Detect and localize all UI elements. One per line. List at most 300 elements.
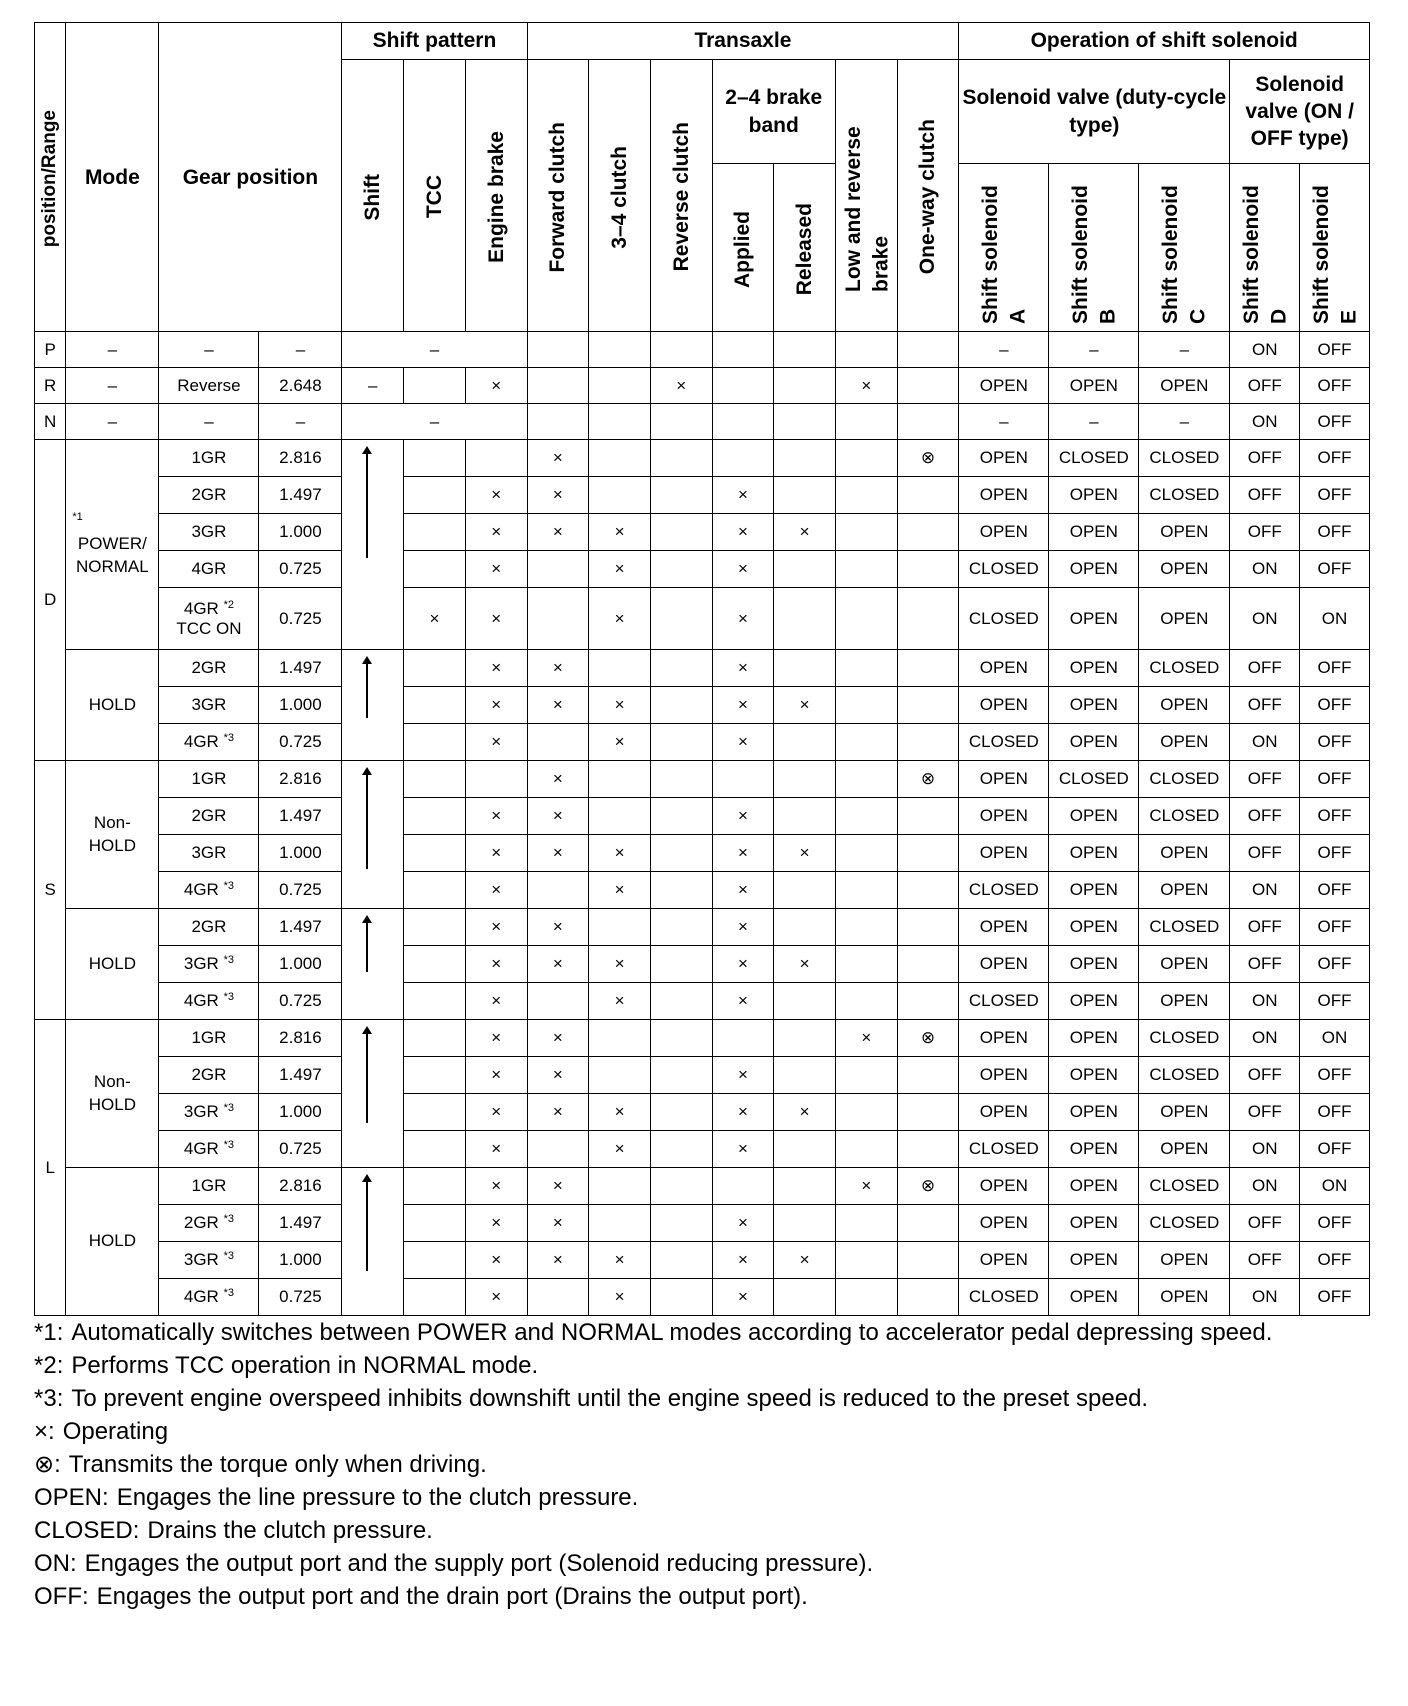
operating-mark: × <box>527 1205 589 1242</box>
sol-e-cell: OFF <box>1300 1279 1370 1316</box>
gear-cell: 4GR $^{*3}$ <box>159 872 259 909</box>
operating-mark: × <box>465 368 527 404</box>
sol-d-cell: OFF <box>1230 687 1300 724</box>
operating-mark: × <box>589 724 651 761</box>
sol-c-cell: CLOSED <box>1139 909 1230 946</box>
sol-d-cell: ON <box>1230 1279 1300 1316</box>
operating-mark: × <box>465 1168 527 1205</box>
operating-mark: × <box>712 1131 774 1168</box>
operating-mark: × <box>465 1094 527 1131</box>
table-row <box>35 477 1370 514</box>
operating-mark: × <box>774 1242 836 1279</box>
shift-cell: – <box>342 404 527 440</box>
sol-d-cell: ON <box>1230 588 1300 650</box>
footnote <box>34 1547 1374 1580</box>
sol-c-cell: OPEN <box>1139 946 1230 983</box>
sol-a-cell: CLOSED <box>959 1131 1049 1168</box>
gear-cell: 3GR $^{*3}$ <box>159 1242 259 1279</box>
sol-c-cell: CLOSED <box>1139 1057 1230 1094</box>
header-sol-e: Shift solenoid E <box>1300 164 1370 332</box>
ratio-cell: 1.497 <box>259 909 342 946</box>
operating-mark: × <box>527 1094 589 1131</box>
operating-mark: × <box>589 983 651 1020</box>
ratio-cell: 2.816 <box>259 1168 342 1205</box>
gear-cell: 3GR <box>159 514 259 551</box>
header-reverse-clutch: Reverse clutch <box>650 60 712 332</box>
table-row <box>35 1020 1370 1057</box>
footnote <box>34 1382 1374 1415</box>
footnote-text: Operating <box>62 1418 169 1445</box>
operating-mark: × <box>527 687 589 724</box>
gear-cell: – <box>159 332 259 368</box>
sol-b-cell: OPEN <box>1049 368 1139 404</box>
operating-mark: × <box>465 909 527 946</box>
footnote <box>34 1514 1374 1547</box>
sol-e-cell: OFF <box>1300 1131 1370 1168</box>
shift-arrow-cell <box>342 761 404 909</box>
sol-e-cell: OFF <box>1300 872 1370 909</box>
operating-mark: × <box>589 588 651 650</box>
table-row <box>35 650 1370 687</box>
sol-a-cell: OPEN <box>959 650 1049 687</box>
ratio-cell: 0.725 <box>259 983 342 1020</box>
shift-arrow-cell <box>342 1020 404 1168</box>
sol-d-cell: OFF <box>1230 1094 1300 1131</box>
footnote-text: Engages the output port and the drain port (Drains the output port). <box>96 1583 808 1610</box>
footnote-text: Engages the line pressure to the clutch pressure. <box>116 1484 639 1511</box>
sol-a-cell: OPEN <box>959 514 1049 551</box>
sol-a-cell: OPEN <box>959 835 1049 872</box>
header-low-reverse-brake: Low and reverse brake <box>835 60 897 332</box>
gear-cell: Reverse <box>159 368 259 404</box>
gear-cell: 3GR $^{*3}$ <box>159 946 259 983</box>
table-row <box>35 687 1370 724</box>
ratio-cell: 1.497 <box>259 1057 342 1094</box>
sol-a-cell: CLOSED <box>959 551 1049 588</box>
ratio-cell: 0.725 <box>259 872 342 909</box>
operating-mark: × <box>712 798 774 835</box>
gear-cell: 2GR <box>159 650 259 687</box>
sol-e-cell: OFF <box>1300 440 1370 477</box>
header-sol-b: Shift solenoid B <box>1049 164 1139 332</box>
operating-mark: × <box>465 724 527 761</box>
sol-b-cell: OPEN <box>1049 551 1139 588</box>
table-row <box>35 983 1370 1020</box>
header-sol-c: Shift solenoid C <box>1139 164 1230 332</box>
sol-b-cell: CLOSED <box>1049 761 1139 798</box>
sol-b-cell: – <box>1049 404 1139 440</box>
operating-mark: × <box>712 650 774 687</box>
shift-cell: – <box>342 368 404 404</box>
sol-a-cell: OPEN <box>959 1094 1049 1131</box>
footnote-key: OPEN: <box>34 1484 109 1511</box>
sol-c-cell: CLOSED <box>1139 650 1230 687</box>
operating-mark: × <box>465 1205 527 1242</box>
sol-b-cell: OPEN <box>1049 1057 1139 1094</box>
sol-c-cell: CLOSED <box>1139 477 1230 514</box>
table-row <box>35 588 1370 650</box>
header-shift-pattern: Shift pattern <box>342 23 527 60</box>
sol-d-cell: OFF <box>1230 909 1300 946</box>
operating-mark: × <box>712 835 774 872</box>
footnotes <box>34 1316 1374 1613</box>
one-way-mark: ⊗ <box>897 1168 959 1205</box>
mode-cell: $^{*1}$ POWER/ NORMAL <box>66 440 159 650</box>
shift-arrow-cell <box>342 440 404 650</box>
gear-cell: 4GR $^{*3}$ <box>159 1279 259 1316</box>
gear-cell: 4GR <box>159 551 259 588</box>
ratio-cell: 0.725 <box>259 724 342 761</box>
operating-mark: × <box>465 1131 527 1168</box>
sol-a-cell: – <box>959 332 1049 368</box>
sol-b-cell: OPEN <box>1049 687 1139 724</box>
ratio-cell: 1.497 <box>259 477 342 514</box>
sol-b-cell: OPEN <box>1049 983 1139 1020</box>
sol-e-cell: OFF <box>1300 983 1370 1020</box>
sol-a-cell: OPEN <box>959 1242 1049 1279</box>
sol-e-cell: OFF <box>1300 835 1370 872</box>
sol-b-cell: OPEN <box>1049 514 1139 551</box>
operating-mark: × <box>527 440 589 477</box>
sol-c-cell: – <box>1139 332 1230 368</box>
table-row <box>35 404 1370 440</box>
ratio-cell: 2.816 <box>259 440 342 477</box>
ratio-cell: 2.816 <box>259 1020 342 1057</box>
sol-d-cell: OFF <box>1230 1057 1300 1094</box>
ratio-cell: 0.725 <box>259 1279 342 1316</box>
sol-b-cell: OPEN <box>1049 798 1139 835</box>
operating-mark: × <box>404 588 466 650</box>
footnote <box>34 1481 1374 1514</box>
sol-e-cell: OFF <box>1300 798 1370 835</box>
sol-d-cell: ON <box>1230 1168 1300 1205</box>
table-row <box>35 1242 1370 1279</box>
position-cell: R <box>35 368 66 404</box>
sol-e-cell: OFF <box>1300 368 1370 404</box>
operating-mark: × <box>589 835 651 872</box>
sol-c-cell: OPEN <box>1139 514 1230 551</box>
sol-c-cell: CLOSED <box>1139 440 1230 477</box>
sol-a-cell: OPEN <box>959 1020 1049 1057</box>
sol-c-cell: CLOSED <box>1139 1020 1230 1057</box>
ratio-cell: 0.725 <box>259 551 342 588</box>
sol-a-cell: OPEN <box>959 368 1049 404</box>
ratio-cell: 1.000 <box>259 687 342 724</box>
sol-c-cell: OPEN <box>1139 1094 1230 1131</box>
sol-c-cell: – <box>1139 404 1230 440</box>
footnote-key: ×: <box>34 1418 55 1445</box>
operating-mark: × <box>712 1205 774 1242</box>
operating-mark: × <box>527 909 589 946</box>
sol-b-cell: OPEN <box>1049 650 1139 687</box>
header-operation: Operation of shift solenoid <box>959 23 1370 60</box>
gear-cell: 2GR <box>159 477 259 514</box>
one-way-mark: ⊗ <box>897 440 959 477</box>
mode-cell: HOLD <box>66 909 159 1020</box>
sol-c-cell: CLOSED <box>1139 761 1230 798</box>
operating-mark: × <box>712 983 774 1020</box>
header-tcc: TCC <box>404 60 466 332</box>
sol-d-cell: OFF <box>1230 946 1300 983</box>
header-sol-d: Shift solenoid D <box>1230 164 1300 332</box>
table-row <box>35 724 1370 761</box>
sol-d-cell: OFF <box>1230 477 1300 514</box>
sol-c-cell: OPEN <box>1139 1131 1230 1168</box>
operating-mark: × <box>527 650 589 687</box>
header-sol-a: Shift solenoid A <box>959 164 1049 332</box>
operating-mark: × <box>527 761 589 798</box>
sol-c-cell: OPEN <box>1139 1279 1230 1316</box>
operating-mark: × <box>465 514 527 551</box>
table-row <box>35 1057 1370 1094</box>
sol-a-cell: CLOSED <box>959 983 1049 1020</box>
ratio-cell: 1.000 <box>259 1242 342 1279</box>
ratio-cell: 1.000 <box>259 1094 342 1131</box>
operating-mark: × <box>527 1242 589 1279</box>
operating-mark: × <box>465 687 527 724</box>
sol-c-cell: OPEN <box>1139 983 1230 1020</box>
header-one-way-clutch: One-way clutch <box>897 60 959 332</box>
gear-cell: 2GR <box>159 1057 259 1094</box>
operating-mark: × <box>465 798 527 835</box>
shift-arrow-cell <box>342 650 404 761</box>
operating-mark: × <box>712 909 774 946</box>
sol-e-cell: OFF <box>1300 687 1370 724</box>
operating-mark: × <box>712 477 774 514</box>
gear-cell: 4GR $^{*3}$ <box>159 724 259 761</box>
sol-d-cell: ON <box>1230 332 1300 368</box>
table-row <box>35 440 1370 477</box>
header-34-clutch: 3–4 clutch <box>589 60 651 332</box>
operating-mark: × <box>465 1242 527 1279</box>
operating-mark: × <box>589 872 651 909</box>
table-row <box>35 1168 1370 1205</box>
sol-d-cell: OFF <box>1230 1205 1300 1242</box>
operating-mark: × <box>527 1168 589 1205</box>
operating-mark: × <box>589 687 651 724</box>
mode-cell: – <box>66 368 159 404</box>
operating-mark: × <box>835 368 897 404</box>
sol-a-cell: CLOSED <box>959 588 1049 650</box>
mode-cell: HOLD <box>66 650 159 761</box>
sol-a-cell: CLOSED <box>959 872 1049 909</box>
operating-mark: × <box>465 983 527 1020</box>
table-row <box>35 1131 1370 1168</box>
sol-a-cell: OPEN <box>959 1057 1049 1094</box>
sol-c-cell: OPEN <box>1139 588 1230 650</box>
ratio-cell: 1.000 <box>259 514 342 551</box>
shift-arrow-cell <box>342 1168 404 1316</box>
shift-cell: – <box>342 332 527 368</box>
mode-cell: Non- HOLD <box>66 1020 159 1168</box>
operating-mark: × <box>465 1279 527 1316</box>
sol-e-cell: OFF <box>1300 1057 1370 1094</box>
operating-mark: × <box>465 1057 527 1094</box>
operating-mark: × <box>527 798 589 835</box>
sol-e-cell: ON <box>1300 588 1370 650</box>
sol-d-cell: OFF <box>1230 1242 1300 1279</box>
gear-cell: 4GR $^{*3}$ <box>159 983 259 1020</box>
position-cell: S <box>35 761 66 1020</box>
table-row <box>35 835 1370 872</box>
footnote-key: *1: <box>34 1319 64 1346</box>
sol-d-cell: OFF <box>1230 650 1300 687</box>
operating-mark: × <box>712 514 774 551</box>
header-position-range: position/Range <box>35 23 66 332</box>
operating-mark: × <box>527 477 589 514</box>
sol-b-cell: OPEN <box>1049 1242 1139 1279</box>
sol-e-cell: OFF <box>1300 946 1370 983</box>
ratio-cell: 2.648 <box>259 368 342 404</box>
sol-c-cell: OPEN <box>1139 551 1230 588</box>
footnote-key: CLOSED: <box>34 1517 140 1544</box>
sol-e-cell: OFF <box>1300 761 1370 798</box>
sol-b-cell: OPEN <box>1049 835 1139 872</box>
operating-mark: × <box>774 514 836 551</box>
footnote <box>34 1349 1374 1382</box>
sol-b-cell: OPEN <box>1049 1094 1139 1131</box>
gear-cell: 2GR $^{*3}$ <box>159 1205 259 1242</box>
operating-mark: × <box>712 1242 774 1279</box>
header-shift: Shift <box>342 60 404 332</box>
sol-e-cell: ON <box>1300 1168 1370 1205</box>
gear-cell: – <box>159 404 259 440</box>
footnote <box>34 1316 1374 1349</box>
operating-mark: × <box>465 551 527 588</box>
sol-b-cell: OPEN <box>1049 1131 1139 1168</box>
ratio-cell: 1.497 <box>259 650 342 687</box>
sol-c-cell: CLOSED <box>1139 798 1230 835</box>
table-row <box>35 798 1370 835</box>
operating-mark: × <box>465 588 527 650</box>
operating-mark: × <box>835 1168 897 1205</box>
header-onoff-valve: Solenoid valve (ON / OFF type) <box>1230 60 1370 164</box>
operating-mark: × <box>589 514 651 551</box>
operating-mark: × <box>589 1242 651 1279</box>
footnote-text: Automatically switches between POWER and NORMAL modes according to accelerator pedal depressing speed. <box>71 1319 1273 1346</box>
header-mode: Mode <box>66 23 159 332</box>
sol-a-cell: OPEN <box>959 909 1049 946</box>
operating-mark: × <box>712 687 774 724</box>
operating-mark: × <box>527 514 589 551</box>
header-gear-position: Gear position <box>159 23 342 332</box>
gear-cell: 4GR $^{*3}$ <box>159 1131 259 1168</box>
sol-d-cell: OFF <box>1230 798 1300 835</box>
sol-d-cell: ON <box>1230 983 1300 1020</box>
table-row <box>35 872 1370 909</box>
operating-mark: × <box>465 835 527 872</box>
position-cell: L <box>35 1020 66 1316</box>
table-row <box>35 514 1370 551</box>
sol-a-cell: OPEN <box>959 761 1049 798</box>
operating-mark: × <box>589 946 651 983</box>
sol-d-cell: OFF <box>1230 761 1300 798</box>
gear-cell: 1GR <box>159 1020 259 1057</box>
operating-mark: × <box>589 1094 651 1131</box>
gear-cell: 1GR <box>159 440 259 477</box>
footnote <box>34 1580 1374 1613</box>
sol-a-cell: OPEN <box>959 1205 1049 1242</box>
sol-a-cell: OPEN <box>959 798 1049 835</box>
ratio-cell: 2.816 <box>259 761 342 798</box>
operating-mark: × <box>589 1131 651 1168</box>
footnote-text: Transmits the torque only when driving. <box>68 1451 487 1478</box>
one-way-mark: ⊗ <box>897 761 959 798</box>
sol-a-cell: – <box>959 404 1049 440</box>
shift-arrow-cell <box>342 909 404 1020</box>
footnote-text: Drains the clutch pressure. <box>147 1517 433 1544</box>
footnote-text: To prevent engine overspeed inhibits downshift until the engine speed is reduced to the preset speed. <box>71 1385 1149 1412</box>
sol-e-cell: OFF <box>1300 909 1370 946</box>
operating-mark: × <box>527 1020 589 1057</box>
footnote-text: Performs TCC operation in NORMAL mode. <box>71 1352 539 1379</box>
operating-mark: × <box>712 551 774 588</box>
footnote <box>34 1448 1374 1481</box>
table-row <box>35 761 1370 798</box>
sol-e-cell: OFF <box>1300 332 1370 368</box>
sol-b-cell: OPEN <box>1049 1168 1139 1205</box>
operating-mark: × <box>774 835 836 872</box>
sol-e-cell: OFF <box>1300 404 1370 440</box>
mode-cell: HOLD <box>66 1168 159 1316</box>
sol-a-cell: OPEN <box>959 1168 1049 1205</box>
one-way-mark: ⊗ <box>897 1020 959 1057</box>
operating-mark: × <box>465 1020 527 1057</box>
operating-mark: × <box>527 835 589 872</box>
header-duty-valve: Solenoid valve (duty-cycle type) <box>959 60 1230 164</box>
sol-b-cell: OPEN <box>1049 724 1139 761</box>
operating-mark: × <box>774 946 836 983</box>
sol-a-cell: CLOSED <box>959 724 1049 761</box>
table-row <box>35 1205 1370 1242</box>
header-forward-clutch: Forward clutch <box>527 60 589 332</box>
sol-e-cell: OFF <box>1300 1205 1370 1242</box>
ratio-cell: 1.497 <box>259 798 342 835</box>
table-row <box>35 1279 1370 1316</box>
sol-d-cell: ON <box>1230 1020 1300 1057</box>
sol-a-cell: OPEN <box>959 687 1049 724</box>
ratio-cell: 1.000 <box>259 946 342 983</box>
operating-mark: × <box>712 872 774 909</box>
gear-cell: 1GR <box>159 761 259 798</box>
operating-mark: × <box>774 1094 836 1131</box>
sol-e-cell: OFF <box>1300 650 1370 687</box>
sol-e-cell: OFF <box>1300 724 1370 761</box>
sol-e-cell: OFF <box>1300 551 1370 588</box>
table-row <box>35 909 1370 946</box>
sol-a-cell: CLOSED <box>959 1279 1049 1316</box>
operating-mark: × <box>465 650 527 687</box>
position-cell: N <box>35 404 66 440</box>
ratio-cell: – <box>259 332 342 368</box>
sol-e-cell: OFF <box>1300 1094 1370 1131</box>
operating-mark: × <box>712 724 774 761</box>
position-cell: P <box>35 332 66 368</box>
sol-c-cell: CLOSED <box>1139 1168 1230 1205</box>
footnote-key: *3: <box>34 1385 64 1412</box>
sol-b-cell: OPEN <box>1049 477 1139 514</box>
gear-cell: 3GR <box>159 687 259 724</box>
operating-mark: × <box>835 1020 897 1057</box>
sol-c-cell: OPEN <box>1139 872 1230 909</box>
sol-c-cell: OPEN <box>1139 724 1230 761</box>
sol-d-cell: ON <box>1230 872 1300 909</box>
sol-d-cell: OFF <box>1230 440 1300 477</box>
sol-b-cell: OPEN <box>1049 1020 1139 1057</box>
operating-mark: × <box>712 1057 774 1094</box>
shift-solenoid-table <box>34 22 1370 1316</box>
mode-cell: Non- HOLD <box>66 761 159 909</box>
